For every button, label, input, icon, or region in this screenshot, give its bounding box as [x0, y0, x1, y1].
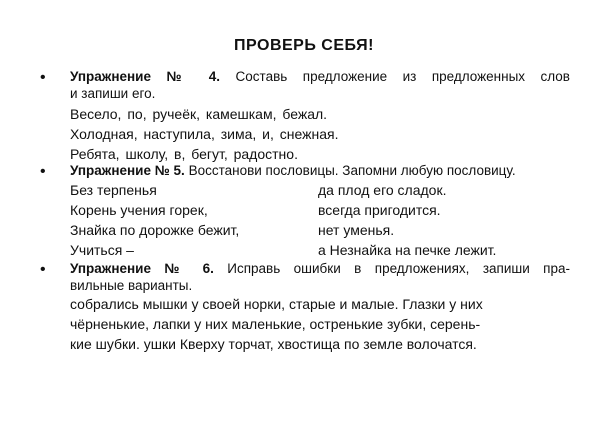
proverb-row — [70, 240, 570, 260]
word-row: Ребята, школу, в, бегут, радостно. — [70, 146, 298, 162]
bullet-ex6: • — [40, 261, 46, 278]
exercise-5-task — [70, 162, 570, 179]
text-line: чёрненькие, лапки у них маленькие, остренькие зубки, серень- — [70, 316, 481, 332]
bullet-ex4: • — [40, 69, 46, 86]
proverb-end: а Незнайка на печке лежит. — [318, 242, 497, 258]
exercise-4-instruction-line1: Составь предложение из предложенных слов — [235, 69, 570, 84]
proverb-start: Корень учения горек, — [70, 202, 208, 218]
exercise-4-instruction-line2: и запиши его. — [70, 86, 156, 101]
proverb-row — [70, 200, 570, 220]
exercise-6-instruction-line2: вильные варианты. — [70, 278, 193, 293]
exercise-6-task — [70, 260, 570, 294]
proverb-start: Учиться – — [70, 242, 134, 258]
proverb-start: Без терпенья — [70, 182, 157, 198]
exercise-4-label: Упражнение № 4. — [70, 69, 221, 84]
proverb-end: всегда пригодится. — [318, 202, 441, 218]
exercise-6-label: Упражнение № 6. — [70, 261, 214, 276]
page-title: ПРОВЕРЬ СЕБЯ! — [234, 37, 374, 54]
proverb-row — [70, 220, 570, 240]
exercise-6-instruction-line1: Исправь ошибки в предложениях, запиши пра- — [227, 261, 570, 276]
proverb-end: да плод его сладок. — [318, 182, 447, 198]
exercise-4-words — [70, 104, 338, 164]
exercise-5-instruction: Восстанови пословицы. Запомни любую пословицу. — [188, 163, 516, 178]
word-row: Холодная, наступила, зима, и, снежная. — [70, 126, 339, 142]
exercise-6-text — [70, 294, 566, 354]
text-line: кие шубки. ушки Кверху торчат, хвостища по земле волочатся. — [70, 336, 477, 352]
proverb-start: Знайка по дорожке бежит, — [70, 222, 240, 238]
bullet-ex5: • — [40, 163, 46, 180]
exercise-5-proverbs — [70, 180, 570, 260]
text-line: собрались мышки у своей норки, старые и малые. Глазки у них — [70, 296, 483, 312]
word-row: Весело, по, ручеёк, камешкам, бежал. — [70, 106, 328, 122]
exercise-5-label: Упражнение № 5. — [70, 163, 185, 178]
exercise-4-task — [70, 68, 570, 102]
proverb-row — [70, 180, 570, 200]
proverb-end: нет уменья. — [318, 222, 395, 238]
